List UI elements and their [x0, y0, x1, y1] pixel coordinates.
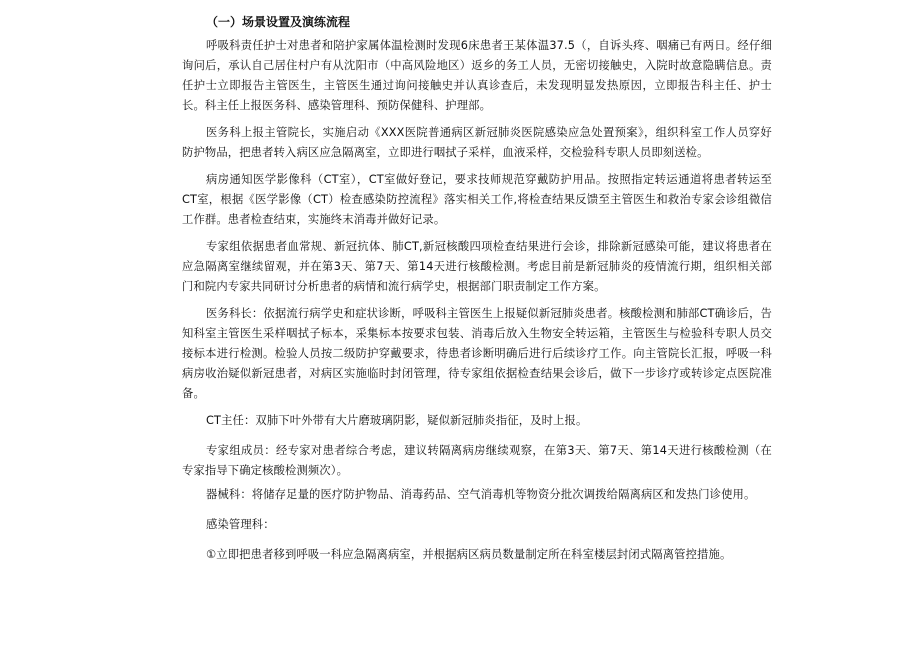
- paragraph-equipment-dept: 器械科：将储存足量的医疗防护物品、消毒药品、空气消毒机等物资分批次调拨给隔离病区和发热门诊使用。: [206, 488, 756, 501]
- paragraph-nurse-report: 呼吸科责任护士对患者和陪护家属体温检测时发现6床患者王某体温37.5（，自诉头疼、咽痛已有两日。经仔细询问后，承认自己居住村户有从沈阳市（中高风险地区）返乡的务工人员，无密切接触史，入院时故意隐瞒信息。责任护士立即报告主管医生，主管医生通过询问接触史并认真诊查后，未发现明显发热原因，立即报告科主任、护士长。科主任上报医务科、感染管理科、预防保健科、护理部。: [182, 39, 772, 112]
- document-page: [182, 12, 772, 572]
- paragraph-medical-chief: 医务科长：依据流行病学史和症状诊断，呼吸科主管医生上报疑似新冠肺炎患者。核酸检测和肺部CT确诊后，告知科室主管医生采样咽拭子标本，采集标本按要求包装、消毒后放入生物安全转运箱，主管医生与检验科专职人员交接标本进行检测。检验人员按二级防护穿戴要求，待患者诊断明确后进行后续诊疗工作。向主管院长汇报，呼吸一科病房收治疑似新冠患者，对病区实施临时封闭管理，待专家组依据检查结果会诊后，做下一步诊疗或转诊定点医院准备。: [182, 307, 772, 400]
- paragraph-infection-dept: 感染管理科：: [206, 518, 275, 531]
- paragraph-expert-group: 专家组依据患者血常规、新冠抗体、肺CT,新冠核酸四项检查结果进行会诊，排除新冠感染可能，建议将患者在应急隔离室继续留观，并在第3天、第7天、第14天进行核酸检测。考虑目前是新冠肺炎的疫情流行期，组织相关部门和院内专家共同研讨分析患者的病情和流行病学史，根据部门职责制定工作方案。: [182, 240, 772, 293]
- section-heading: （一）场景设置及演练流程: [206, 15, 351, 29]
- paragraph-expert-member: 专家组成员：经专家对患者综合考虑，建议转隔离病房继续观察，在第3天、第7天、第14天进行核酸检测（在专家指导下确定核酸检测频次）。: [182, 444, 772, 477]
- paragraph-medical-dept: 医务科上报主管院长，实施启动《XXX医院普通病区新冠肺炎医院感染应急处置预案》，组织科室工作人员穿好防护物品，把患者转入病区应急隔离室，立即进行咽拭子采样，血液采样，交检验科专职人员即刻送检。: [182, 126, 772, 159]
- paragraph-ct-room: 病房通知医学影像科（CT室），CT室做好登记，要求技师规范穿戴防护用品。按照指定转运通道将患者转运至CT室，根据《医学影像（CT）检查感染防控流程》落实相关工作,将检查结果反馈至主管医生和救治专家会诊组微信工作群。患者检查结束，实施终末消毒并做好记录。: [182, 173, 772, 226]
- paragraph-infection-step-1: ①立即把患者移到呼吸一科应急隔离病室，并根据病区病员数量制定所在科室楼层封闭式隔离管控措施。: [206, 548, 732, 561]
- paragraph-ct-director: CT主任：双肺下叶外带有大片磨玻璃阴影，疑似新冠肺炎指征，及时上报。: [206, 414, 588, 427]
